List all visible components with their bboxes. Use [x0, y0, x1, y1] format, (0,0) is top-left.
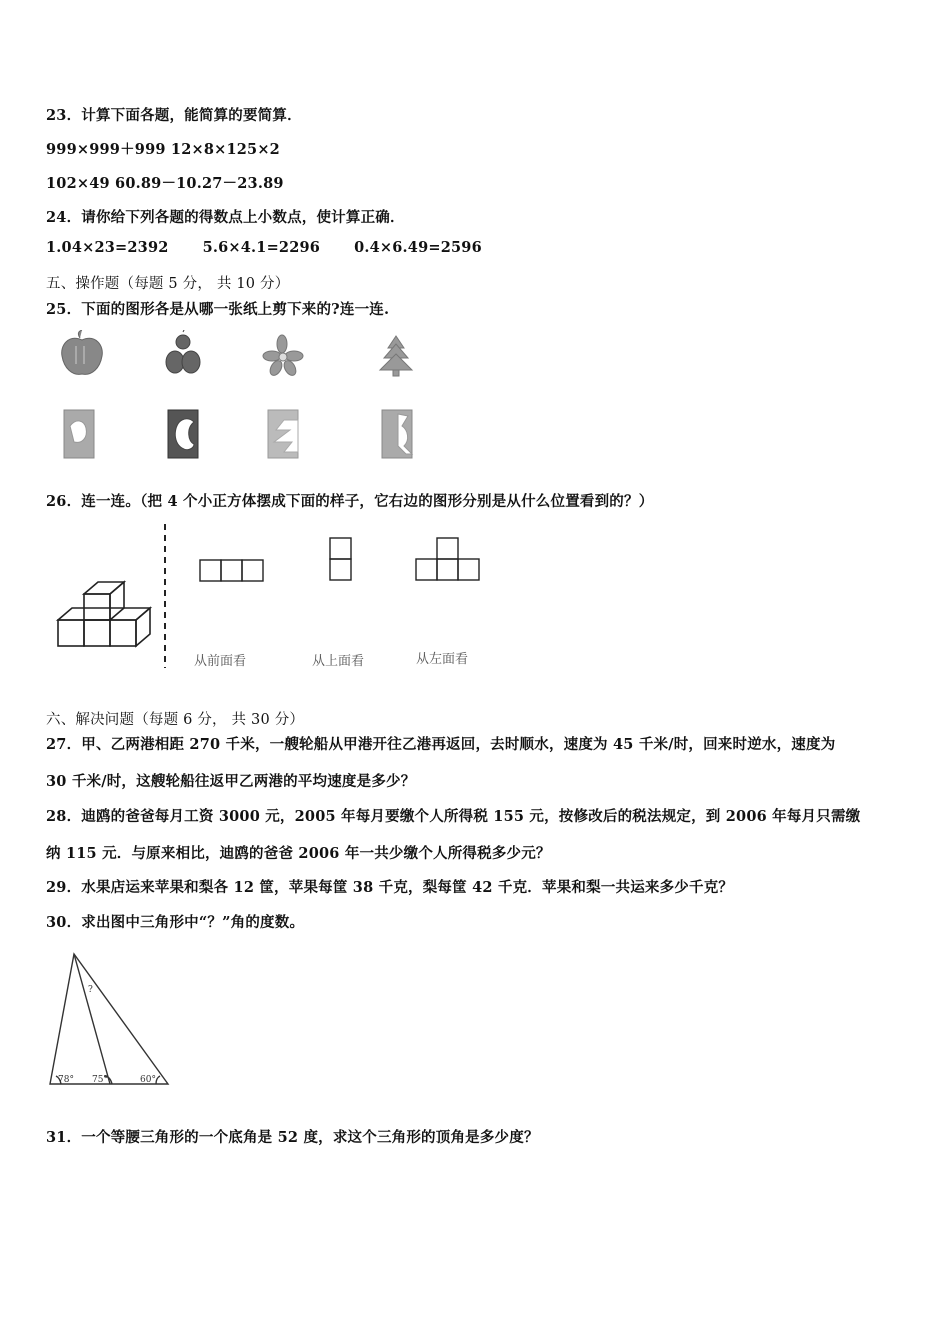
section5-title: 五、操作题（每题 5 分， 共 10 分） — [46, 276, 290, 292]
q23-row2: 102×49 60.89－10.27－23.89 — [46, 175, 284, 192]
q31-title: 31．一个等腰三角形的一个底角是 52 度，求这个三角形的顶角是多少度？ — [46, 1129, 539, 1146]
q27-line2: 30 千米/时，这艘轮船往返甲乙两港的平均速度是多少？ — [46, 773, 416, 790]
paper-2-icon — [168, 410, 198, 458]
tree-shape-icon — [380, 336, 412, 376]
paper-4-icon — [382, 410, 412, 458]
caption-front: 从前面看 — [194, 654, 247, 669]
left-view-icon — [416, 538, 479, 580]
front-view-icon — [200, 560, 263, 581]
q24-title: 24．请你给下列各题的得数点上小数点，使计算正确． — [46, 209, 405, 226]
q24-item-3: 0.4×6.49=2596 — [354, 239, 482, 256]
apple-shape-icon — [62, 330, 103, 374]
q24-items — [46, 239, 482, 256]
q23-title: 23．计算下面各题，能简算的要简算． — [46, 107, 302, 124]
top-view-icon — [330, 538, 351, 580]
caption-top: 从上面看 — [312, 654, 365, 669]
paper-3-icon — [268, 410, 298, 458]
section6-title: 六、解决问题（每题 6 分， 共 30 分） — [46, 712, 305, 728]
q23-row1: 999×999＋999 12×8×125×2 — [46, 141, 280, 158]
q25-title: 25．下面的图形各是从哪一张纸上剪下来的?连一连. — [46, 301, 390, 318]
q28-line2: 纳 115 元．与原来相比，迪鸥的爸爸 2006 年一共少缴个人所得税多少元？ — [46, 845, 551, 862]
q24-item-1: 1.04×23=2392 — [46, 239, 169, 256]
flower-shape-icon — [263, 335, 303, 377]
angle-75: 75° — [92, 1075, 108, 1085]
q25-figure — [50, 330, 450, 470]
q30-title: 30．求出图中三角形中“？”角的度数。 — [46, 914, 305, 931]
q28-line1: 28．迪鸥的爸爸每月工资 3000 元，2005 年每月要缴个人所得税 155 元，按修改后的税法规定，到 2006 年每月只需缴 — [46, 808, 861, 825]
cube-stack-icon — [58, 582, 150, 646]
q26-title: 26．连一连。（把 4 个小正方体摆成下面的样子，它右边的图形分别是从什么位置看到的？） — [46, 493, 654, 510]
q24-item-2: 5.6×4.1=2296 — [202, 239, 321, 256]
gourd-shape-icon — [166, 330, 200, 373]
angle-60: 60° — [140, 1075, 156, 1085]
q29-title: 29．水果店运来苹果和梨各 12 筐，苹果每筐 38 千克，梨每筐 42 千克．苹果和梨一共运来多少千克？ — [46, 879, 734, 896]
q30-triangle — [44, 948, 184, 1093]
paper-1-icon — [64, 410, 94, 458]
unknown-angle: ? — [88, 985, 93, 995]
caption-left: 从左面看 — [416, 652, 469, 667]
q27-line1: 27．甲、乙两港相距 270 千米，一艘轮船从甲港开往乙港再返回，去时顺水，速度为 45 千米/时，回来时逆水，速度为 — [46, 736, 836, 753]
angle-78: 78° — [58, 1075, 74, 1085]
